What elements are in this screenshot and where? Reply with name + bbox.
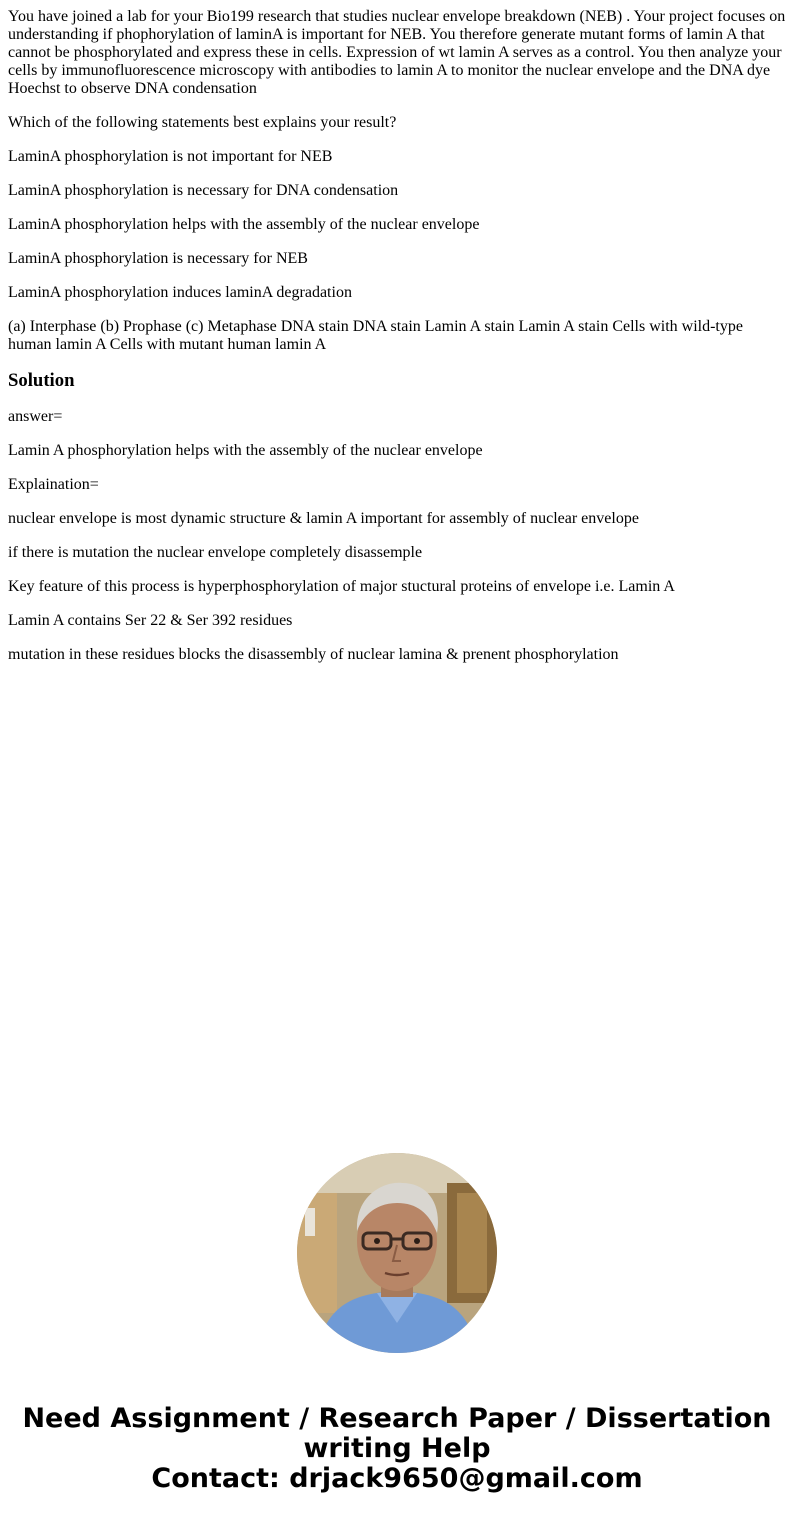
solution-heading: Solution [8,370,75,391]
avatar [297,1153,497,1353]
avatar-portrait-image [297,1153,497,1353]
question-prompt: Which of the following statements best explains your result? [8,114,397,131]
option-3: LaminA phosphorylation helps with the assembly of the nuclear envelope [8,216,480,233]
option-5: LaminA phosphorylation induces laminA degradation [8,284,352,301]
answer-label: answer= [8,408,63,425]
option-4: LaminA phosphorylation is necessary for NEB [8,250,308,267]
document-body [8,8,786,680]
explanation-line-4: Lamin A contains Ser 22 & Ser 392 residues [8,612,293,629]
explanation-label: Explaination= [8,476,99,493]
promo-line-2: writing Help [303,1433,491,1464]
explanation-line-5: mutation in these residues blocks the disassembly of nuclear lamina & prenent phosphorylation [8,646,619,663]
question-intro: You have joined a lab for your Bio199 research that studies nuclear envelope breakdown (NEB) . Your project focuses on understanding if phophorylation of laminA is important for NEB. You therefore generate mutant forms of lamin A that cannot be phosphorylated and express these in cells. Expression of wt lamin A serves as a control. You then analyze your cells by immunofluorescence microscopy with antibodies to lamin A to monitor the nuclear envelope and the DNA dye Hoechst to observe DNA condensation [8,8,786,97]
promo-line-1: Need Assignment / Research Paper / Dissertation [22,1403,772,1434]
promo-contact: Contact: drjack9650@gmail.com [151,1463,643,1494]
explanation-line-2: if there is mutation the nuclear envelope completely disassemple [8,544,423,561]
explanation-line-3: Key feature of this process is hyperphosphorylation of major stuctural proteins of envelope i.e. Lamin A [8,578,675,595]
option-1: LaminA phosphorylation is not important for NEB [8,148,333,165]
answer-text: Lamin A phosphorylation helps with the assembly of the nuclear envelope [8,442,483,459]
promo-banner [0,1404,794,1494]
option-2: LaminA phosphorylation is necessary for DNA condensation [8,182,399,199]
explanation-line-1: nuclear envelope is most dynamic structure & lamin A important for assembly of nuclear envelope [8,510,639,527]
figure-caption: (a) Interphase (b) Prophase (c) Metaphase DNA stain DNA stain Lamin A stain Lamin A stain Cells with wild-type human lamin A Cells with mutant human lamin A [8,318,743,353]
